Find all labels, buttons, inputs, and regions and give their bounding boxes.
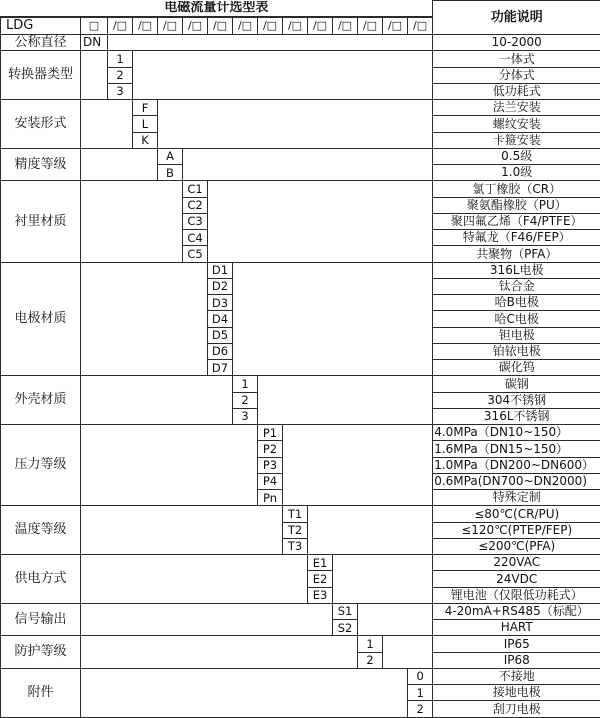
function-cell: 聚四氟乙烯（F4/PTFE） bbox=[433, 213, 600, 229]
group-label-cell: 外壳材质 bbox=[1, 376, 81, 425]
slash-code-box-cell: /□ bbox=[183, 17, 208, 35]
empty-cell bbox=[158, 100, 433, 149]
code-cell: P2 bbox=[258, 441, 283, 457]
group-label-cell: 公称直径 bbox=[1, 35, 81, 51]
empty-cell bbox=[81, 148, 158, 181]
group-label-cell: 附件 bbox=[1, 668, 81, 717]
page-title: 电磁流量计选型表 bbox=[1, 1, 433, 17]
empty-cell bbox=[133, 51, 433, 100]
empty-cell bbox=[108, 35, 433, 51]
function-cell: 一体式 bbox=[433, 51, 600, 67]
function-cell: 氯丁橡胶（CR） bbox=[433, 181, 600, 197]
code-cell: S2 bbox=[333, 620, 358, 636]
function-cell: IP65 bbox=[433, 636, 600, 652]
table-row bbox=[1, 262, 600, 278]
empty-cell bbox=[81, 51, 108, 100]
code-cell: 2 bbox=[358, 652, 383, 668]
function-cell: 锂电池（仅限低功耗式） bbox=[433, 587, 600, 603]
code-cell: 2 bbox=[408, 701, 433, 717]
group-label-cell: 转换器类型 bbox=[1, 51, 81, 100]
empty-cell bbox=[208, 181, 433, 262]
table-row bbox=[1, 425, 600, 441]
group-label-cell: 安装形式 bbox=[1, 100, 81, 149]
code-cell: L bbox=[133, 116, 158, 132]
code-cell: 1 bbox=[358, 636, 383, 652]
group-label-cell: 电极材质 bbox=[1, 262, 81, 376]
slash-code-box-cell: /□ bbox=[283, 17, 308, 35]
code-cell: D6 bbox=[208, 343, 233, 359]
code-cell: C5 bbox=[183, 246, 208, 262]
table-row bbox=[1, 100, 600, 116]
empty-cell bbox=[81, 262, 208, 376]
empty-cell bbox=[258, 376, 433, 425]
code-cell: 1 bbox=[108, 51, 133, 67]
table-row bbox=[1, 35, 600, 51]
function-cell: 1.0MPa（DN200~DN600） bbox=[433, 457, 600, 473]
code-cell: D2 bbox=[208, 278, 233, 294]
table-row bbox=[1, 555, 600, 571]
function-cell: 刮刀电极 bbox=[433, 701, 600, 717]
empty-cell bbox=[81, 425, 258, 506]
code-cell: 2 bbox=[233, 392, 258, 408]
function-cell: 特殊定制 bbox=[433, 490, 600, 506]
empty-cell bbox=[283, 425, 433, 506]
function-cell: 1.0级 bbox=[433, 165, 600, 181]
code-cell: A bbox=[158, 148, 183, 164]
empty-cell bbox=[308, 506, 433, 555]
code-cell: P3 bbox=[258, 457, 283, 473]
code-cell: F bbox=[133, 100, 158, 116]
code-cell: 2 bbox=[108, 67, 133, 83]
table-body bbox=[1, 1, 600, 718]
function-cell: 卡箍安装 bbox=[433, 132, 600, 148]
empty-cell bbox=[81, 181, 183, 262]
empty-cell bbox=[233, 262, 433, 376]
code-cell: E2 bbox=[308, 571, 333, 587]
function-cell: ≤80℃(CR/PU) bbox=[433, 506, 600, 522]
function-cell: 220VAC bbox=[433, 555, 600, 571]
table-row bbox=[1, 506, 600, 522]
slash-code-box-cell: /□ bbox=[233, 17, 258, 35]
group-label-cell: 防护等级 bbox=[1, 636, 81, 669]
group-label-cell: 供电方式 bbox=[1, 555, 81, 604]
function-cell: 钽电极 bbox=[433, 327, 600, 343]
slash-code-box-cell: /□ bbox=[383, 17, 408, 35]
empty-cell bbox=[81, 636, 358, 669]
group-label-cell: 温度等级 bbox=[1, 506, 81, 555]
function-cell: 24VDC bbox=[433, 571, 600, 587]
function-cell: 共聚物（PFA） bbox=[433, 246, 600, 262]
code-cell: T2 bbox=[283, 522, 308, 538]
code-cell: C2 bbox=[183, 197, 208, 213]
slash-code-box-cell: /□ bbox=[133, 17, 158, 35]
code-cell: Pn bbox=[258, 490, 283, 506]
function-cell: HART bbox=[433, 620, 600, 636]
function-cell: 10-2000 bbox=[433, 35, 600, 51]
function-cell: 法兰安装 bbox=[433, 100, 600, 116]
code-box-cell: □ bbox=[81, 17, 108, 35]
function-cell: 低功耗式 bbox=[433, 83, 600, 99]
code-cell: S1 bbox=[333, 603, 358, 619]
slash-code-box-cell: /□ bbox=[333, 17, 358, 35]
code-cell: E3 bbox=[308, 587, 333, 603]
table-row bbox=[1, 668, 600, 684]
empty-cell bbox=[81, 506, 283, 555]
table-row bbox=[1, 636, 600, 652]
function-cell: 哈C电极 bbox=[433, 311, 600, 327]
empty-cell bbox=[81, 555, 308, 604]
table-row bbox=[1, 603, 600, 619]
function-cell: 316L电极 bbox=[433, 262, 600, 278]
code-cell: D4 bbox=[208, 311, 233, 327]
function-cell: 1.6MPa（DN15~150） bbox=[433, 441, 600, 457]
function-cell: 4-20mA+RS485（标配） bbox=[433, 603, 600, 619]
group-label-cell: 压力等级 bbox=[1, 425, 81, 506]
code-cell: 3 bbox=[233, 408, 258, 424]
function-cell: 铂铱电极 bbox=[433, 343, 600, 359]
function-cell: 碳钢 bbox=[433, 376, 600, 392]
function-cell: 分体式 bbox=[433, 67, 600, 83]
empty-cell bbox=[81, 668, 408, 717]
slash-code-box-cell: /□ bbox=[258, 17, 283, 35]
code-cell: C1 bbox=[183, 181, 208, 197]
function-cell: 304不锈钢 bbox=[433, 392, 600, 408]
code-cell: T1 bbox=[283, 506, 308, 522]
table-row bbox=[1, 376, 600, 392]
empty-cell bbox=[81, 603, 333, 636]
group-label-cell: 衬里材质 bbox=[1, 181, 81, 262]
function-cell: 螺纹安装 bbox=[433, 116, 600, 132]
empty-cell bbox=[358, 603, 433, 636]
code-cell: P1 bbox=[258, 425, 283, 441]
function-cell: 哈B电极 bbox=[433, 295, 600, 311]
code-cell: C4 bbox=[183, 230, 208, 246]
slash-code-box-cell: /□ bbox=[208, 17, 233, 35]
slash-code-box-cell: /□ bbox=[308, 17, 333, 35]
code-cell: D1 bbox=[208, 262, 233, 278]
slash-code-box-cell: /□ bbox=[158, 17, 183, 35]
code-cell: 0 bbox=[408, 668, 433, 684]
empty-cell bbox=[333, 555, 433, 604]
function-cell: ≤200℃(PFA) bbox=[433, 538, 600, 554]
code-cell: D3 bbox=[208, 295, 233, 311]
function-cell: 0.6MPa(DN700~DN2000) bbox=[433, 473, 600, 489]
function-cell: 钛合金 bbox=[433, 278, 600, 294]
code-cell: B bbox=[158, 165, 183, 181]
function-cell: 0.5级 bbox=[433, 148, 600, 164]
group-label-cell: 精度等级 bbox=[1, 148, 81, 181]
code-cell: D5 bbox=[208, 327, 233, 343]
table-row bbox=[1, 148, 600, 164]
model-prefix-cell: LDG bbox=[1, 17, 81, 35]
function-cell: 碳化钨 bbox=[433, 360, 600, 376]
function-cell: ≤120℃(PTEP/FEP) bbox=[433, 522, 600, 538]
code-cell: T3 bbox=[283, 538, 308, 554]
code-cell: C3 bbox=[183, 213, 208, 229]
empty-cell bbox=[81, 376, 233, 425]
slash-code-box-cell: /□ bbox=[358, 17, 383, 35]
slash-code-box-cell: /□ bbox=[108, 17, 133, 35]
empty-cell bbox=[81, 100, 133, 149]
code-cell: 1 bbox=[233, 376, 258, 392]
function-cell: 4.0MPa（DN10~150） bbox=[433, 425, 600, 441]
function-cell: 聚氨酯橡胶（PU） bbox=[433, 197, 600, 213]
code-cell: DN bbox=[81, 35, 108, 51]
function-cell: IP68 bbox=[433, 652, 600, 668]
function-cell: 接地电极 bbox=[433, 685, 600, 701]
table-row bbox=[1, 181, 600, 197]
function-cell: 316L不锈钢 bbox=[433, 408, 600, 424]
function-cell: 不接地 bbox=[433, 668, 600, 684]
table-row bbox=[1, 51, 600, 67]
code-cell: 1 bbox=[408, 685, 433, 701]
empty-cell bbox=[383, 636, 433, 669]
slash-code-box-cell: /□ bbox=[408, 17, 433, 35]
code-cell: E1 bbox=[308, 555, 333, 571]
code-cell: K bbox=[133, 132, 158, 148]
function-column-header: 功能说明 bbox=[433, 1, 600, 35]
code-cell: 3 bbox=[108, 83, 133, 99]
empty-cell bbox=[183, 148, 433, 181]
code-cell: D7 bbox=[208, 360, 233, 376]
function-cell: 特氟龙（F46/FEP） bbox=[433, 230, 600, 246]
title-row bbox=[1, 1, 600, 17]
code-cell: P4 bbox=[258, 473, 283, 489]
group-label-cell: 信号输出 bbox=[1, 603, 81, 636]
